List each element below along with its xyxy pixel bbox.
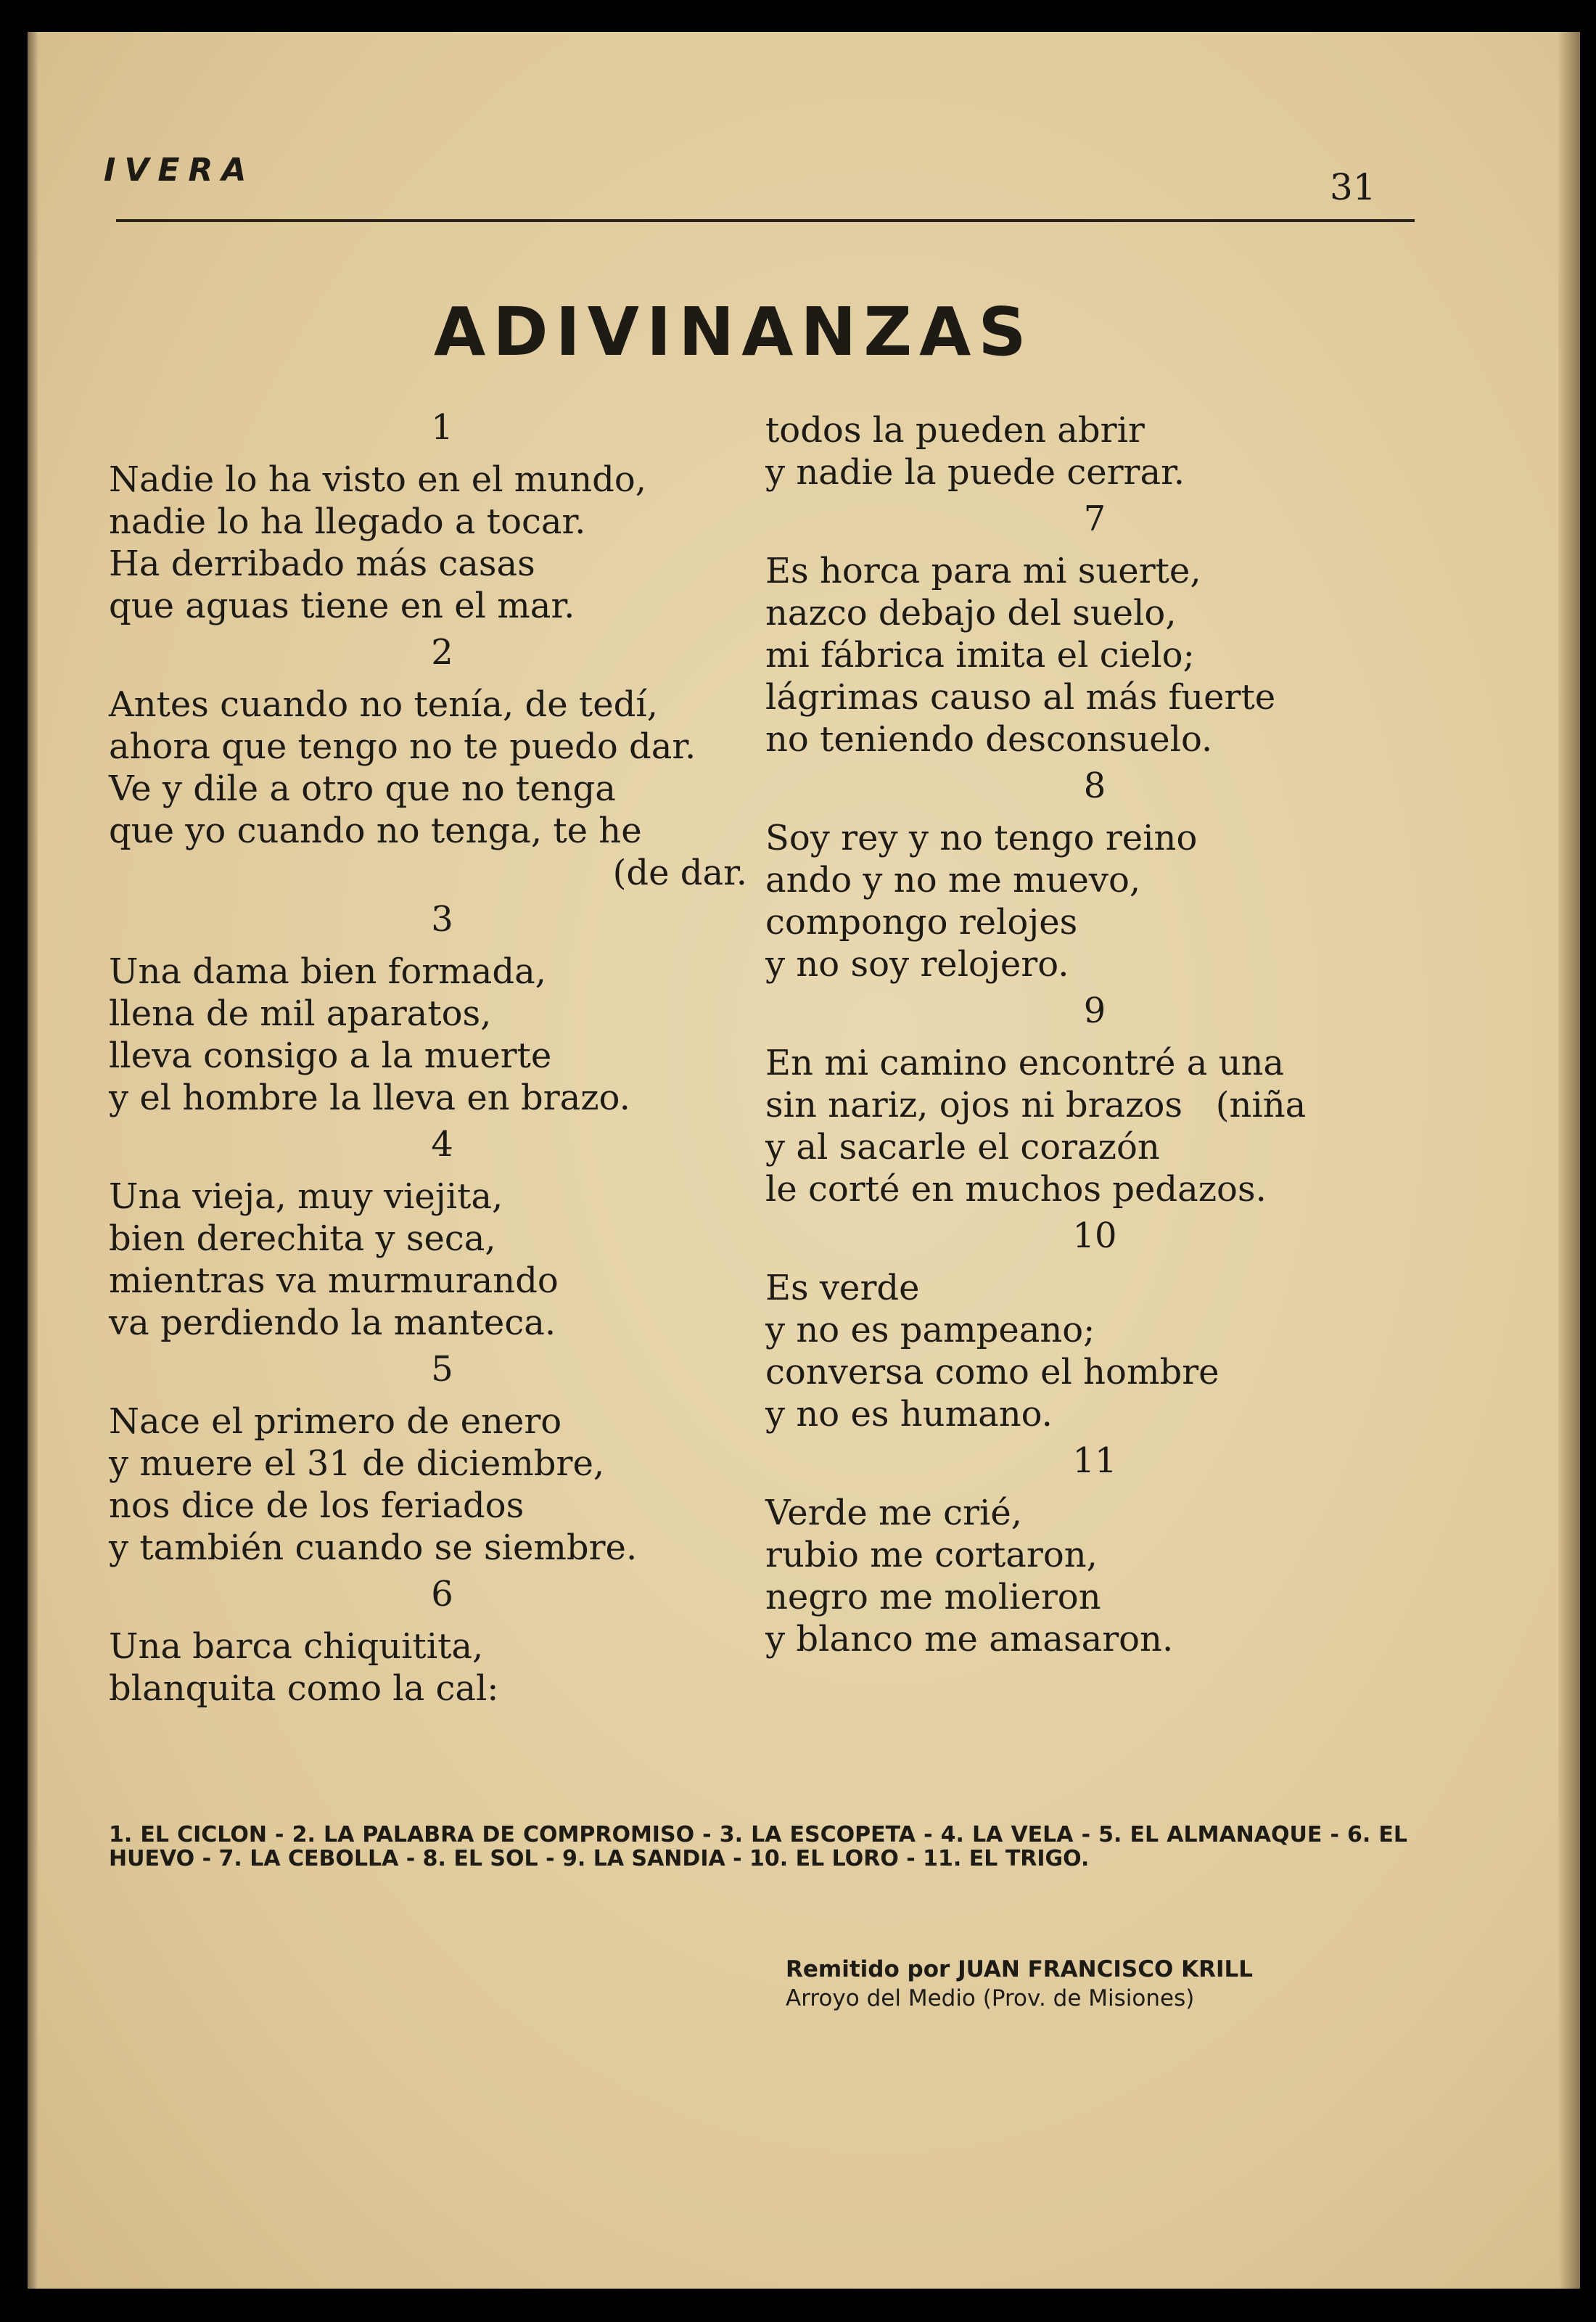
riddle-line: que yo cuando no tenga, te he <box>109 811 642 851</box>
riddle-line: blanquita como la cal: <box>109 1668 499 1709</box>
riddle-line: Una barca chiquitita, <box>109 1626 484 1667</box>
riddle-line: mi fábrica imita el cielo; <box>765 635 1195 676</box>
riddle-line: ando y no me muevo, <box>765 860 1141 901</box>
riddle-line: y al sacarle el corazón <box>765 1127 1160 1168</box>
riddle-7 <box>765 493 1418 760</box>
riddle-line: Ha derribado más casas <box>109 543 535 584</box>
riddle-line: Antes cuando no tenía, de tedí, <box>109 684 658 725</box>
riddle-line: Ve y dile a otro que no tenga <box>109 768 616 809</box>
page-number: 31 <box>1330 166 1376 208</box>
riddle-line: conversa como el hombre <box>765 1352 1219 1392</box>
page-title: ADIVINANZAS <box>434 293 1034 371</box>
header-rule <box>116 219 1415 222</box>
riddle-line: y no es pampeano; <box>765 1310 1095 1350</box>
magazine-page <box>28 32 1580 2289</box>
riddle-2 <box>109 627 762 894</box>
riddle-line: que aguas tiene en el mar. <box>109 586 575 626</box>
riddle-overflow-line: (de dar. <box>612 853 747 893</box>
right-column <box>765 409 1418 1660</box>
riddle-line: Una dama bien formada, <box>109 951 546 992</box>
riddle-11 <box>765 1435 1418 1660</box>
riddle-1 <box>109 402 762 627</box>
riddle-line: nazco debajo del suelo, <box>765 593 1177 633</box>
riddle-line: le corté en muchos pedazos. <box>765 1169 1267 1210</box>
riddle-line: y no es humano. <box>765 1394 1053 1435</box>
riddle-line: no teniendo desconsuelo. <box>765 719 1213 760</box>
riddle-line: lágrimas causo al más fuerte <box>765 677 1276 718</box>
riddle-line: Soy rey y no tengo reino <box>765 818 1198 858</box>
left-column <box>109 402 762 1710</box>
riddle-number: 10 <box>1072 1215 1117 1256</box>
riddle-number: 7 <box>1083 499 1106 539</box>
riddle-line: y el hombre la lleva en brazo. <box>109 1078 630 1118</box>
riddle-line: Es horca para mi suerte, <box>765 551 1201 591</box>
riddle-line: Es verde <box>765 1268 920 1308</box>
riddle-line: bien derechita y seca, <box>109 1218 496 1259</box>
credit-sender: Remitido por JUAN FRANCISCO KRILL <box>786 1956 1254 1982</box>
riddle-line: compongo relojes <box>765 902 1078 943</box>
riddle-10 <box>765 1210 1418 1435</box>
running-head: IVERA <box>104 152 255 189</box>
riddle-line: negro me molieron <box>765 1577 1101 1617</box>
riddle-5 <box>109 1344 762 1569</box>
answers-key: 1. EL CICLON - 2. LA PALABRA DE COMPROMISO - 3. LA ESCOPETA - 4. LA VELA - 5. EL ALMANAQUE - 6. EL HUEVO - 7. LA CEBOLLA - 8. EL SOL - 9. LA SANDIA - 10. EL LORO - 11. EL TRIGO. <box>109 1822 1407 1871</box>
riddle-line: En mi camino encontré a una <box>765 1043 1285 1083</box>
riddle-number: 6 <box>431 1574 453 1615</box>
riddle-line: lleva consigo a la muerte <box>109 1035 552 1076</box>
riddle-line: y no soy relojero. <box>765 944 1069 985</box>
credit-block <box>786 1955 1253 2013</box>
riddle-line: mientras va murmurando <box>109 1260 559 1301</box>
riddle-9 <box>765 985 1418 1210</box>
riddle-3 <box>109 894 762 1119</box>
riddle-line: nadie lo ha llegado a tocar. <box>109 501 586 542</box>
riddle-line: llena de mil aparatos, <box>109 993 492 1034</box>
riddle-number: 3 <box>431 899 453 940</box>
riddle-8 <box>765 760 1418 985</box>
riddle-number: 11 <box>1072 1440 1117 1481</box>
riddle-line: nos dice de los feriados <box>109 1485 525 1526</box>
riddle-number: 8 <box>1083 766 1106 806</box>
riddle-line: todos la pueden abrir <box>765 410 1145 451</box>
credit-location: Arroyo del Medio (Prov. de Misiones) <box>786 1985 1195 2011</box>
riddle-number: 9 <box>1083 990 1106 1031</box>
riddle-line: ahora que tengo no te puedo dar. <box>109 726 696 767</box>
riddle-line: y muere el 31 de diciembre, <box>109 1443 605 1484</box>
page-binding-edge <box>28 32 38 2289</box>
riddle-number: 2 <box>431 632 453 673</box>
riddle-line: Una vieja, muy viejita, <box>109 1176 503 1217</box>
riddle-line: va perdiendo la manteca. <box>109 1302 556 1343</box>
riddle-line: y blanco me amasaron. <box>765 1619 1174 1660</box>
riddle-line: y nadie la puede cerrar. <box>765 452 1185 493</box>
riddle-4 <box>109 1119 762 1344</box>
page-outer-edge <box>1558 32 1580 2289</box>
riddle-6 <box>109 1569 762 1710</box>
riddle-line: y también cuando se siembre. <box>109 1527 638 1568</box>
riddle-line: sin nariz, ojos ni brazos (niña <box>765 1085 1307 1125</box>
riddle-line: Nadie lo ha visto en el mundo, <box>109 459 647 500</box>
riddle-number: 5 <box>431 1349 453 1390</box>
riddle-line: Nace el primero de enero <box>109 1401 562 1442</box>
riddle-number: 4 <box>431 1124 453 1165</box>
riddle-6-continued <box>765 409 1418 493</box>
riddle-number: 1 <box>431 407 453 448</box>
riddle-line: Verde me crié, <box>765 1493 1023 1533</box>
riddle-line: rubio me cortaron, <box>765 1535 1098 1575</box>
